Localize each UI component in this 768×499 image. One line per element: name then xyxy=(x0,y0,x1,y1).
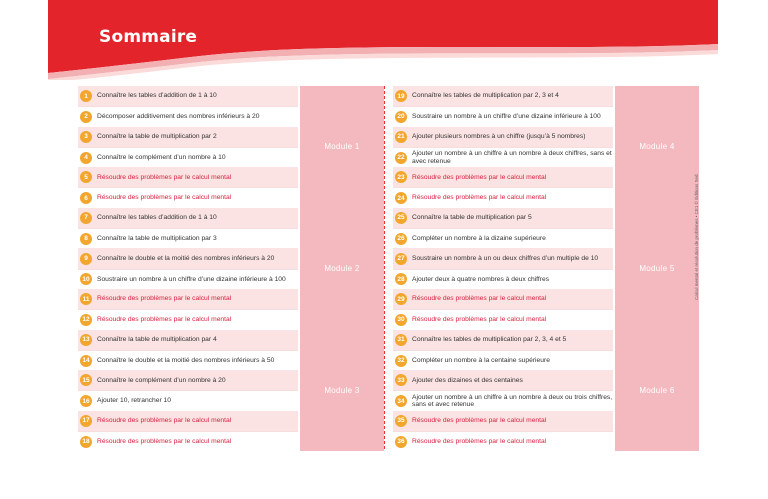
list-item xyxy=(393,390,613,410)
lesson-number-badge: 7 xyxy=(80,212,92,224)
lesson-title: Résoudre des problèmes par le calcul mental xyxy=(97,417,232,425)
list-item xyxy=(393,289,613,309)
lesson-number-badge: 24 xyxy=(395,192,407,204)
list-item xyxy=(78,86,298,106)
list-item xyxy=(393,86,613,106)
list-item xyxy=(393,411,613,431)
list-item xyxy=(78,370,298,390)
lesson-title: Soustraire un nombre à un chiffre d’une dizaine inférieure à 100 xyxy=(412,113,601,121)
lesson-title: Résoudre des problèmes par le calcul mental xyxy=(412,316,547,324)
lesson-title: Ajouter des dizaines et des centaines xyxy=(412,376,523,384)
module-block xyxy=(78,86,384,208)
page-title: Sommaire xyxy=(99,27,198,47)
lesson-title: Résoudre des problèmes par le calcul mental xyxy=(412,194,547,202)
lesson-title: Résoudre des problèmes par le calcul mental xyxy=(412,173,547,181)
lesson-title: Résoudre des problèmes par le calcul mental xyxy=(412,295,547,303)
lesson-title: Résoudre des problèmes par le calcul mental xyxy=(97,316,232,324)
lesson-title: Connaître les tables de multiplication par 2, 3, 4 et 5 xyxy=(412,336,567,343)
list-item xyxy=(393,309,613,329)
list-item xyxy=(78,187,298,207)
list-item xyxy=(393,187,613,207)
column-divider xyxy=(384,86,385,449)
lesson-title: Connaître les tables d’addition de 1 à 10 xyxy=(97,92,217,100)
list-item xyxy=(78,431,298,451)
list-item xyxy=(393,208,613,228)
lesson-number-badge: 31 xyxy=(395,334,407,346)
lesson-title: Connaître les tables d’addition de 1 à 10 xyxy=(97,214,217,222)
module-block xyxy=(78,330,384,452)
lesson-number-badge: 5 xyxy=(80,171,92,183)
lesson-title: Connaître la table de multiplication par 3 xyxy=(97,235,217,243)
left-column xyxy=(78,86,384,451)
module-label: Module 1 xyxy=(300,86,384,208)
lesson-title: Connaître le double et la moitié des nombres inférieurs à 20 xyxy=(97,254,275,262)
lesson-number-badge: 4 xyxy=(80,152,92,164)
list-item xyxy=(78,228,298,248)
list-item xyxy=(393,248,613,268)
lesson-title: Compléter un nombre à la dizaine supérieure xyxy=(412,235,546,243)
lesson-title: Connaître le double et la moitié des nombres inférieurs à 50 xyxy=(97,356,275,364)
lesson-number-badge: 13 xyxy=(80,334,92,346)
module-block xyxy=(78,208,384,330)
lesson-number-badge: 36 xyxy=(395,436,407,448)
lesson-number-badge: 35 xyxy=(395,415,407,427)
list-item xyxy=(78,127,298,147)
lesson-title: Soustraire un nombre à un ou deux chiffres d’un multiple de 10 xyxy=(412,254,599,262)
lesson-title: Résoudre des problèmes par le calcul mental xyxy=(97,194,232,202)
list-item xyxy=(393,370,613,390)
list-item xyxy=(78,350,298,370)
list-item xyxy=(393,127,613,147)
lesson-number-badge: 10 xyxy=(80,273,92,285)
lesson-number-badge: 9 xyxy=(80,253,92,265)
list-item xyxy=(393,431,613,451)
lesson-number-badge: 3 xyxy=(80,131,92,143)
list-item xyxy=(393,350,613,370)
lesson-title: Ajouter plusieurs nombres à un chiffre (jusqu’à 5 nombres) xyxy=(412,133,586,141)
lesson-title: Compléter un nombre à la centaine supérieure xyxy=(412,356,550,364)
lesson-title: Ajouter deux à quatre nombres à deux chiffres xyxy=(412,275,550,283)
lesson-number-badge: 6 xyxy=(80,192,92,204)
module-label: Module 2 xyxy=(300,208,384,330)
list-item xyxy=(78,147,298,167)
lesson-number-badge: 28 xyxy=(395,273,407,285)
list-item xyxy=(78,106,298,126)
lesson-number-badge: 21 xyxy=(395,131,407,143)
list-item xyxy=(78,269,298,289)
lesson-number-badge: 22 xyxy=(395,152,407,164)
lesson-title: Résoudre des problèmes par le calcul mental xyxy=(412,417,547,425)
list-item xyxy=(393,167,613,187)
list-item xyxy=(78,248,298,268)
lesson-title: Connaître le complément d’un nombre à 20 xyxy=(97,376,226,384)
module-block xyxy=(393,86,699,208)
lesson-title: Connaître la table de multiplication par 2 xyxy=(97,133,217,141)
list-item xyxy=(393,269,613,289)
lesson-title: Soustraire un nombre à un chiffre d’une dizaine inférieure à 100 xyxy=(97,275,286,283)
lesson-number-badge: 12 xyxy=(80,314,92,326)
lesson-title: Ajouter un nombre à un chiffre à un nombre à deux ou trois chiffres, sans et avec retenue xyxy=(412,393,613,409)
list-item xyxy=(393,106,613,126)
lesson-number-badge: 30 xyxy=(395,314,407,326)
lesson-number-badge: 18 xyxy=(80,436,92,448)
lesson-number-badge: 8 xyxy=(80,233,92,245)
list-item xyxy=(78,330,298,350)
side-credit: Calcul mental et résolution de problèmes • CE1 © Éditions Sed xyxy=(694,174,699,300)
list-item xyxy=(78,208,298,228)
lesson-title: Connaître la table de multiplication par 5 xyxy=(412,214,532,222)
list-item xyxy=(78,390,298,410)
lesson-number-badge: 33 xyxy=(395,374,407,386)
lesson-title: Résoudre des problèmes par le calcul mental xyxy=(97,437,232,445)
header-banner xyxy=(0,0,768,80)
lesson-number-badge: 11 xyxy=(80,293,92,305)
list-item xyxy=(78,167,298,187)
lesson-title: Connaître la table de multiplication par 4 xyxy=(97,336,217,343)
list-item xyxy=(78,309,298,329)
lesson-title: Résoudre des problèmes par le calcul mental xyxy=(412,437,547,445)
list-item xyxy=(393,147,613,167)
module-block xyxy=(393,208,699,330)
lesson-title: Résoudre des problèmes par le calcul mental xyxy=(97,173,232,181)
module-label: Module 5 xyxy=(615,208,699,330)
lesson-number-badge: 34 xyxy=(395,395,407,407)
lesson-title: Connaître les tables de multiplication par 2, 3 et 4 xyxy=(412,92,559,100)
lesson-number-badge: 26 xyxy=(395,233,407,245)
list-item xyxy=(393,330,613,350)
module-label: Module 3 xyxy=(300,330,384,452)
lesson-title: Ajouter 10, retrancher 10 xyxy=(97,397,171,405)
list-item xyxy=(78,411,298,431)
lesson-title: Connaître le complément d’un nombre à 10 xyxy=(97,153,226,161)
lesson-number-badge: 2 xyxy=(80,111,92,123)
lesson-number-badge: 1 xyxy=(80,90,92,102)
lesson-number-badge: 27 xyxy=(395,253,407,265)
lesson-number-badge: 17 xyxy=(80,415,92,427)
lesson-number-badge: 14 xyxy=(80,355,92,367)
list-item xyxy=(393,228,613,248)
lesson-number-badge: 23 xyxy=(395,171,407,183)
module-label: Module 4 xyxy=(615,86,699,208)
lesson-number-badge: 29 xyxy=(395,293,407,305)
lesson-title: Ajouter un nombre à un chiffre à un nombre à deux chiffres, sans et avec retenue xyxy=(412,150,612,165)
lesson-number-badge: 19 xyxy=(395,90,407,102)
lesson-number-badge: 32 xyxy=(395,355,407,367)
module-block xyxy=(393,330,699,452)
lesson-number-badge: 25 xyxy=(395,212,407,224)
module-label: Module 6 xyxy=(615,330,699,452)
lesson-number-badge: 16 xyxy=(80,395,92,407)
right-column xyxy=(393,86,699,451)
list-item xyxy=(78,289,298,309)
lesson-title: Résoudre des problèmes par le calcul mental xyxy=(97,295,232,303)
lesson-number-badge: 15 xyxy=(80,374,92,386)
lesson-title: Décomposer additivement des nombres inférieurs à 20 xyxy=(97,113,260,121)
lesson-number-badge: 20 xyxy=(395,111,407,123)
